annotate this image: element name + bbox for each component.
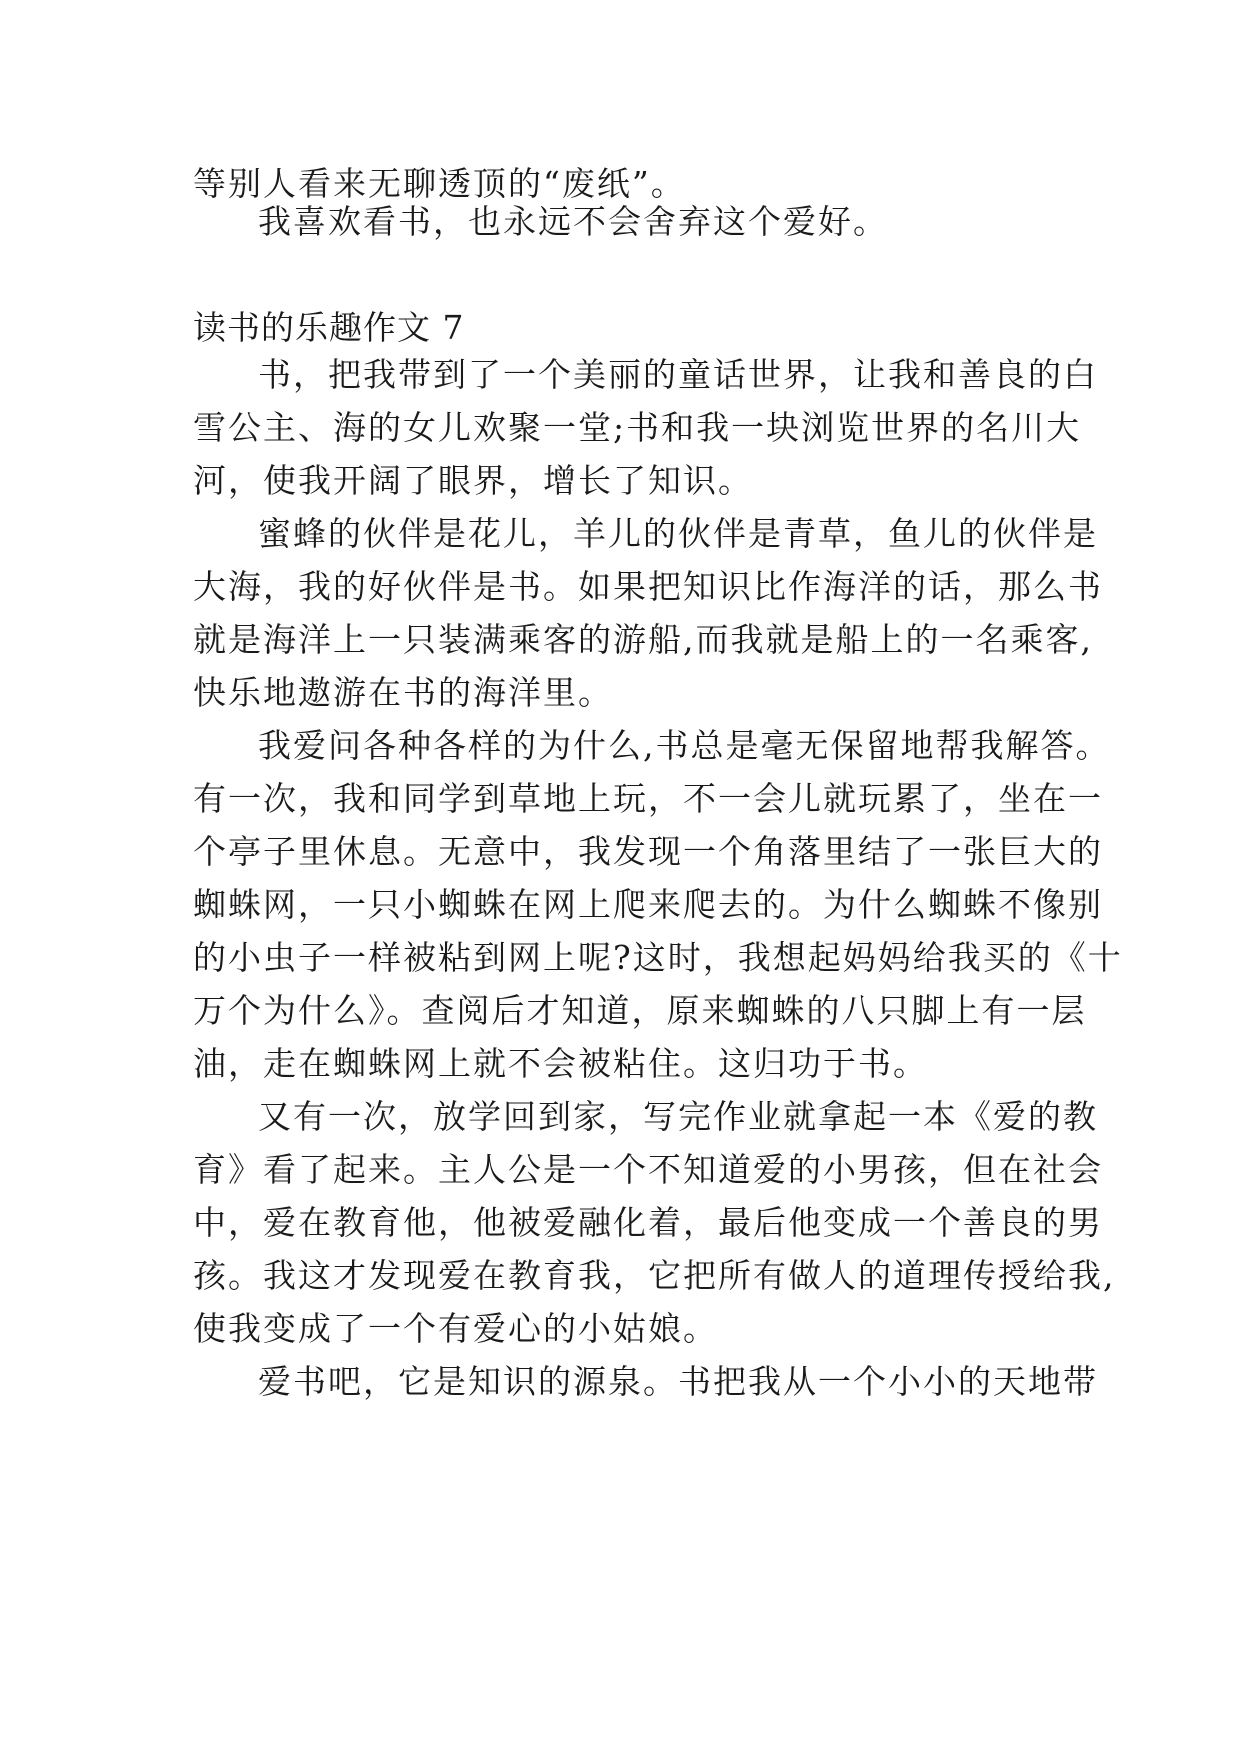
text-line: 使我变成了一个有爱心的小姑娘。 — [193, 1309, 718, 1348]
text-line: 育》看了起来。主人公是一个不知道爱的小男孩，但在社会 — [193, 1150, 1103, 1189]
text-line: 有一次，我和同学到草地上玩，不一会儿就玩累了，坐在一 — [193, 779, 1103, 818]
text-line: 等别人看来无聊透顶的“废纸”。 — [193, 164, 686, 203]
text-line: 河，使我开阔了眼界，增长了知识。 — [193, 461, 753, 500]
text-line: 个亭子里休息。无意中，我发现一个角落里结了一张巨大的 — [193, 832, 1103, 871]
text-line: 蜘蛛网，一只小蜘蛛在网上爬来爬去的。为什么蜘蛛不像别 — [193, 885, 1103, 924]
text-line: 就是海洋上一只装满乘客的游船,而我就是船上的一名乘客, — [193, 620, 1093, 659]
text-line: 中，爱在教育他，他被爱融化着，最后他变成一个善良的男 — [193, 1203, 1103, 1242]
text-line: 我喜欢看书，也永远不会舍弃这个爱好。 — [258, 202, 888, 241]
text-line: 万个为什么》。查阅后才知道，原来蜘蛛的八只脚上有一层 — [193, 991, 1087, 1030]
text-line: 大海，我的好伙伴是书。如果把知识比作海洋的话，那么书 — [193, 567, 1103, 606]
text-line: 爱书吧，它是知识的源泉。书把我从一个小小的天地带 — [258, 1362, 1098, 1401]
text-line: 又有一次，放学回到家，写完作业就拿起一本《爱的教 — [258, 1097, 1098, 1136]
text-line: 我爱问各种各样的为什么,书总是毫无保留地帮我解答。 — [258, 726, 1111, 765]
text-line: 快乐地遨游在书的海洋里。 — [193, 673, 613, 712]
text-line: 的小虫子一样被粘到网上呢?这时，我想起妈妈给我买的《十 — [193, 938, 1123, 977]
text-line: 雪公主、海的女儿欢聚一堂;书和我一块浏览世界的名川大 — [193, 408, 1082, 447]
text-line: 蜜蜂的伙伴是花儿，羊儿的伙伴是青草，鱼儿的伙伴是 — [258, 514, 1098, 553]
text-line: 书，把我带到了一个美丽的童话世界，让我和善良的白 — [258, 355, 1098, 394]
text-line: 油，走在蜘蛛网上就不会被粘住。这归功于书。 — [193, 1044, 928, 1083]
section-title: 读书的乐趣作文 7 — [193, 308, 465, 347]
text-line: 孩。我这才发现爱在教育我，它把所有做人的道理传授给我, — [193, 1256, 1116, 1295]
